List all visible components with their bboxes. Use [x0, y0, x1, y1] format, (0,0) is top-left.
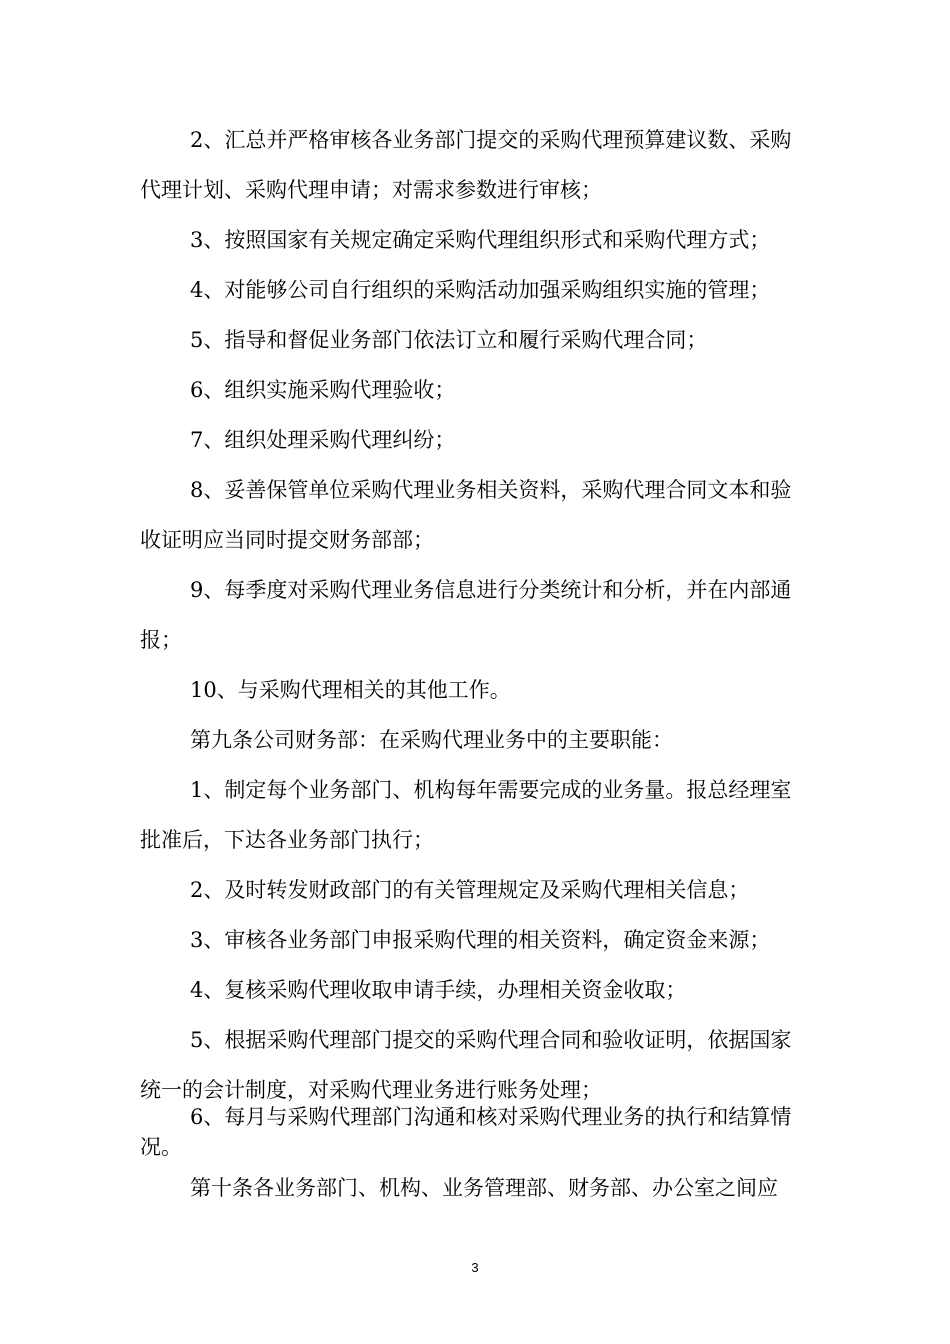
- paragraph-17: 第十条各业务部门、机构、业务管理部、财务部、办公室之间应: [190, 1176, 778, 1200]
- paragraph-14: 4、复核采购代理收取申请手续，办理相关资金收取；: [190, 978, 687, 1002]
- paragraph-10: 第九条公司财务部：在采购代理业务中的主要职能：: [190, 728, 673, 752]
- page-number: 3: [471, 1260, 479, 1275]
- paragraph-2: 3、按照国家有关规定确定采购代理组织形式和采购代理方式；: [190, 228, 771, 252]
- paragraph-5: 6、组织实施采购代理验收；: [190, 378, 456, 402]
- paragraph-4: 5、指导和督促业务部门依法订立和履行采购代理合同；: [190, 328, 708, 352]
- paragraph-3: 4、对能够公司自行组织的采购活动加强采购组织实施的管理；: [190, 278, 771, 302]
- paragraph-6: 7、组织处理采购代理纠纷；: [190, 428, 456, 452]
- paragraph-15: 5、根据采购代理部门提交的采购代理合同和验收证明，依据国家统一的会计制度，对采购代理业务进行账务处理；: [140, 1028, 792, 1102]
- paragraph-1: 2、汇总并严格审核各业务部门提交的采购代理预算建议数、采购代理计划、采购代理申请；对需求参数进行审核；: [140, 128, 792, 202]
- paragraph-11: 1、制定每个业务部门、机构每年需要完成的业务量。报总经理室批准后，下达各业务部门执行；: [140, 778, 792, 852]
- paragraph-7: 8、妥善保管单位采购代理业务相关资料，采购代理合同文本和验收证明应当同时提交财务部部；: [140, 478, 792, 552]
- paragraph-12: 2、及时转发财政部门的有关管理规定及采购代理相关信息；: [190, 878, 750, 902]
- paragraph-13: 3、审核各业务部门申报采购代理的相关资料，确定资金来源；: [190, 928, 771, 952]
- paragraph-16: 6、每月与采购代理部门沟通和核对采购代理业务的执行和结算情况。: [140, 1105, 792, 1159]
- paragraph-9: 10、与采购代理相关的其他工作。: [190, 678, 511, 702]
- paragraph-8: 9、每季度对采购代理业务信息进行分类统计和分析，并在内部通报；: [140, 578, 792, 652]
